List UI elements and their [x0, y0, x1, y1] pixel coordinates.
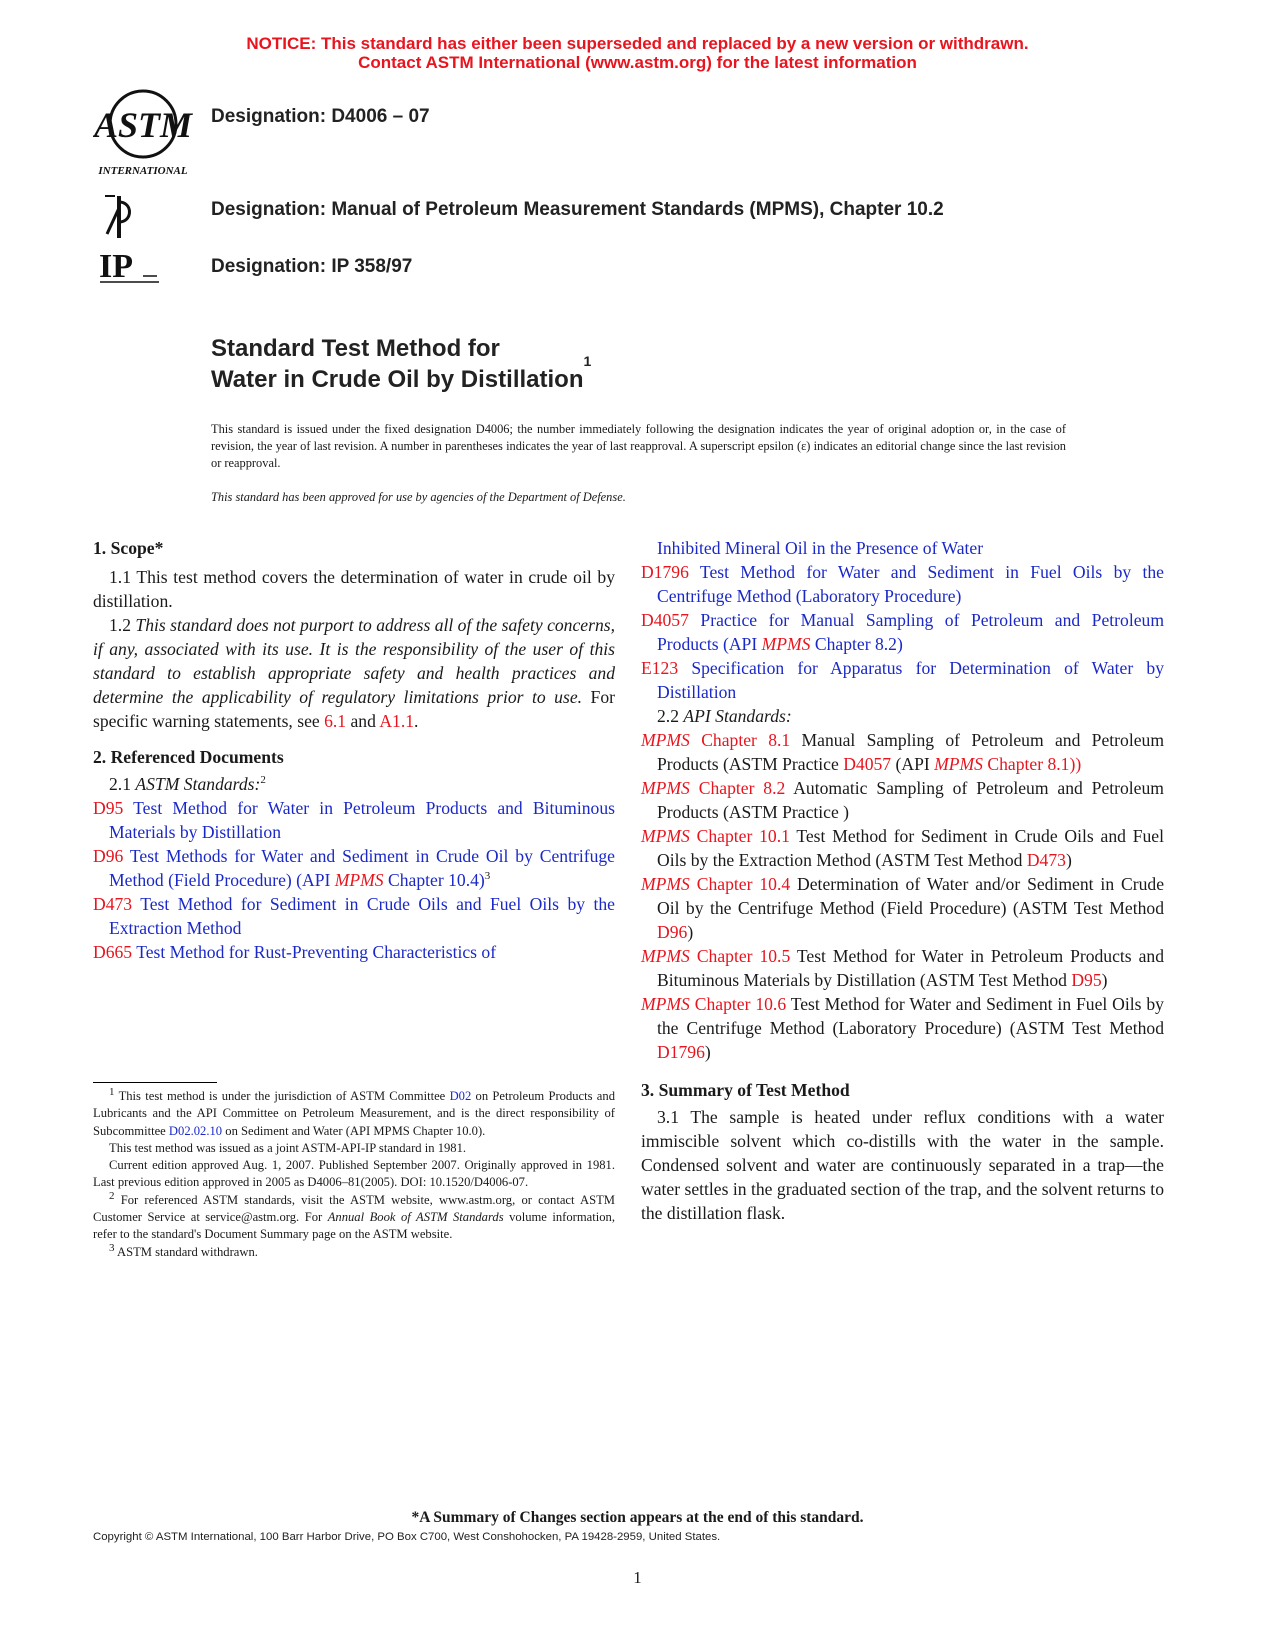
astm-logo-text: ASTM	[93, 105, 193, 145]
scope-1-2-tail: For specific warning statements, see	[93, 687, 615, 731]
fn3-text: ASTM standard withdrawn.	[116, 1244, 258, 1259]
mpms-10-4-label: MPMS	[641, 874, 690, 894]
footnotes	[93, 1085, 616, 1261]
api-standards-number: 2.2	[657, 706, 679, 726]
ref-d4057	[641, 608, 1164, 656]
summary-of-changes-note: *A Summary of Changes section appears at the end of this standard.	[411, 1509, 864, 1526]
document-title	[211, 333, 591, 395]
ref-d665	[93, 940, 615, 964]
mpms-8-1-chapter2: Chapter 8.1))	[987, 754, 1082, 774]
ref-mpms-10-4	[641, 872, 1164, 944]
mpms-10-1-label: MPMS	[641, 826, 690, 846]
scope-period: .	[414, 711, 419, 731]
api-logo-text: API	[101, 194, 103, 195]
superseded-notice	[0, 34, 1275, 72]
mpms-8-2-label: MPMS	[641, 778, 690, 798]
d4057-mpms: MPMS	[761, 634, 811, 654]
mpms-8-2-text: Automatic Sampling of Petroleum and Petroleum Products (ASTM Practice )	[657, 778, 1164, 822]
refdocs-heading: 2. Referenced Documents	[93, 747, 284, 767]
link-mpms-10-1-d473[interactable]: D473	[1026, 850, 1066, 870]
fn1-text-3: on Sediment and Water (API MPMS Chapter 10.0).	[225, 1123, 486, 1138]
astm-standards-text: ASTM Standards:	[135, 774, 261, 794]
api-logo	[101, 194, 137, 240]
link-mpms-10-1[interactable]: Chapter 10.1	[696, 826, 790, 846]
dod-approval-note: This standard has been approved for use by agencies of the Department of Defense.	[211, 490, 626, 504]
ref-d1796	[641, 560, 1164, 608]
title-footnote-mark: 1	[583, 353, 592, 369]
notice-line-1: NOTICE: This standard has either been superseded and replaced by a new version or withdrawn.	[246, 34, 1029, 53]
d4057-api: (API	[722, 634, 758, 654]
fn2-italic: Annual Book of ASTM Standards	[327, 1210, 504, 1225]
link-d4057[interactable]: D4057	[641, 610, 689, 630]
link-e123[interactable]: E123	[641, 658, 679, 678]
mpms-10-1-text: Test Method for Sediment in Crude Oils and Fuel Oils by the Extraction Method (ASTM Test Method	[657, 826, 1164, 870]
ip-logo	[97, 246, 163, 286]
mpms-10-5-label: MPMS	[641, 946, 690, 966]
designation-astm: Designation: D4006 – 07	[211, 106, 430, 127]
d96-sup: 3	[484, 870, 491, 883]
ref-d95	[93, 796, 615, 844]
link-d473[interactable]: D473	[93, 894, 133, 914]
notice-line-2: Contact ASTM International (www.astm.org) for the latest information	[358, 53, 917, 72]
link-mpms-10-4-d96[interactable]: D96	[657, 922, 688, 942]
copyright: Copyright © ASTM International, 100 Barr Harbor Drive, PO Box C700, West Conshohocken, PA 19428-2959, United States.	[93, 1531, 721, 1543]
link-d96-title[interactable]: Test Methods for Water and Sediment in Crude Oil by Centrifuge Method (Field Procedure) (API	[109, 846, 615, 890]
mpms-10-4-close: )	[687, 922, 694, 942]
d4057-chapter: Chapter 8.2)	[814, 634, 903, 654]
title-line-2: Water in Crude Oil by Distillation	[211, 366, 584, 393]
api-standards-text: API Standards:	[683, 706, 792, 726]
ref-mpms-10-1	[641, 824, 1164, 872]
mpms-10-6-label: MPMS	[641, 994, 690, 1014]
link-d02-02-10[interactable]: D02.02.10	[168, 1123, 223, 1138]
summary-3-1: 3.1 The sample is heated under reflux conditions with a water immiscible solvent which co-distills with the water in the sample. Condensed solvent and water are continuously separated in a trap—the water settles in the graduated section of the trap, and the solvent returns to the distillation flask.	[641, 1107, 1164, 1223]
astm-standards-number: 2.1	[109, 774, 131, 794]
ref-mpms-10-5	[641, 944, 1164, 992]
fn2-text-2: volume information, refer to the standard's Document Summary page on the ASTM website.	[93, 1210, 615, 1242]
fn1-text-2: on Petroleum Products and Lubricants and the API Committee on Petroleum Measurement, and is the direct responsibility of Subcommittee	[93, 1089, 615, 1138]
ref-mpms-8-1	[641, 728, 1164, 776]
api-standards-label	[641, 704, 1164, 728]
mpms-10-6-close: )	[704, 1042, 711, 1062]
link-6-1[interactable]: 6.1	[324, 711, 347, 731]
link-d665-title[interactable]: Test Method for Rust-Preventing Characteristics of	[136, 942, 497, 962]
link-mpms-10-6[interactable]: Chapter 10.6	[694, 994, 787, 1014]
scope-heading: 1. Scope*	[93, 538, 164, 558]
link-mpms-10-5-d95[interactable]: D95	[1071, 970, 1102, 990]
mpms-8-1-api: (API	[895, 754, 930, 774]
ref-d96	[93, 844, 615, 892]
astm-standards-label	[93, 772, 615, 796]
astm-logo	[93, 86, 193, 178]
footnote-1-issued: This test method was issued as a joint ASTM-API-IP standard in 1981.	[109, 1140, 467, 1155]
mpms-10-5-close: )	[1101, 970, 1108, 990]
link-mpms-8-1-d4057[interactable]: D4057	[843, 754, 892, 774]
footnote-rule	[93, 1082, 217, 1083]
scope-1-1: 1.1 This test method covers the determination of water in crude oil by distillation.	[93, 567, 615, 611]
d96-chapter: Chapter 10.4)	[388, 870, 485, 890]
mpms-8-1-label: MPMS	[641, 730, 690, 750]
page-number: 1	[633, 1568, 642, 1587]
ip-logo-text: IP	[99, 248, 133, 285]
link-d665-title-cont[interactable]: Inhibited Mineral Oil in the Presence of Water	[657, 538, 984, 558]
scope-1-2	[93, 613, 615, 733]
link-d95-title[interactable]: Test Method for Water in Petroleum Products and Bituminous Materials by Distillation	[109, 798, 615, 842]
link-mpms-8-2[interactable]: Chapter 8.2	[698, 778, 786, 798]
fn2-mark: 2	[109, 1189, 115, 1202]
link-d665[interactable]: D665	[93, 942, 133, 962]
scope-1-2-caveat: This standard does not purport to address all of the safety concerns, if any, associated with its use. It is the responsibility of the user of this standard to establish appropriate safety and health practices and determine the applicability of regulatory limitations prior to use.	[93, 615, 615, 707]
link-d1796-title[interactable]: Test Method for Water and Sediment in Fuel Oils by the Centrifuge Method (Laboratory Procedure)	[657, 562, 1164, 606]
astm-logo-subtitle: INTERNATIONAL	[98, 165, 188, 177]
link-mpms-10-6-d1796[interactable]: D1796	[657, 1042, 705, 1062]
mpms-8-1-mpms: MPMS	[934, 754, 983, 774]
ref-d665-cont	[641, 536, 1164, 560]
astm-standards-sup: 2	[260, 774, 266, 787]
footnote-1-edition: Current edition approved Aug. 1, 2007. Published September 2007. Originally approved in 1981. Last previous edition approved in 2005 as D4006–81(2005). DOI: 10.1520/D4006-07.	[93, 1158, 615, 1190]
link-d473-title[interactable]: Test Method for Sediment in Crude Oils and Fuel Oils by the Extraction Method	[109, 894, 615, 938]
issuance-note: This standard is issued under the fixed designation D4006; the number immediately following the designation indicates the year of original adoption or, in the case of revision, the year of last revision. A number in parentheses indicates the year of last reapproval. A superscript epsilon (ε) indicates an editorial change since the last revision or reapproval.	[211, 422, 1066, 470]
d96-mpms: MPMS	[334, 870, 384, 890]
link-mpms-10-4[interactable]: Chapter 10.4	[696, 874, 791, 894]
link-d95[interactable]: D95	[93, 798, 124, 818]
mpms-8-1-text: Manual Sampling of Petroleum and Petroleum Products (ASTM Practice	[657, 730, 1165, 774]
link-d96[interactable]: D96	[93, 846, 124, 866]
ref-e123	[641, 656, 1164, 704]
right-column	[641, 536, 1164, 1225]
ref-d473	[93, 892, 615, 940]
link-e123-title[interactable]: Specification for Apparatus for Determination of Water by Distillation	[657, 658, 1164, 702]
mpms-10-6-text: Test Method for Water and Sediment in Fuel Oils by the Centrifuge Method (Laboratory Procedure) (ASTM Test Method	[657, 994, 1164, 1038]
link-d4057-title[interactable]: Practice for Manual Sampling of Petroleum and Petroleum Products	[657, 610, 1164, 654]
ref-mpms-8-2	[641, 776, 1164, 824]
link-a1-1[interactable]: A1.1	[379, 711, 415, 731]
designation-ip: Designation: IP 358/97	[211, 256, 413, 277]
fn1-text-1: This test method is under the jurisdiction of ASTM Committee	[118, 1089, 446, 1103]
fn2-text-1: For referenced ASTM standards, visit the ASTM website, www.astm.org, or contact ASTM Customer Service at service@astm.org. For	[93, 1192, 616, 1225]
footnote-2	[93, 1189, 616, 1244]
fn1-mark: 1	[109, 1085, 115, 1098]
left-column	[93, 536, 615, 964]
link-d02[interactable]: D02	[449, 1089, 472, 1103]
footnote-1	[93, 1085, 615, 1140]
link-mpms-8-1[interactable]: Chapter 8.1	[701, 730, 791, 750]
designation-api: Designation: Manual of Petroleum Measurement Standards (MPMS), Chapter 10.2	[211, 199, 944, 220]
title-line-1: Standard Test Method for	[211, 335, 500, 362]
footnote-3	[93, 1241, 615, 1261]
link-d1796[interactable]: D1796	[641, 562, 689, 582]
ref-mpms-10-6	[641, 992, 1164, 1064]
scope-and: and	[350, 711, 376, 731]
fn3-mark: 3	[109, 1241, 115, 1254]
mpms-10-5-text: Test Method for Water in Petroleum Products and Bituminous Materials by Distillation (ASTM Test Method	[657, 946, 1164, 990]
mpms-10-1-close: )	[1065, 850, 1072, 870]
mpms-10-4-text: Determination of Water and/or Sediment in Crude Oil by the Centrifuge Method (Field Procedure) (ASTM Test Method	[657, 874, 1164, 918]
scope-1-2-number: 1.2	[109, 615, 131, 635]
link-mpms-10-5[interactable]: Chapter 10.5	[696, 946, 791, 966]
summary-heading: 3. Summary of Test Method	[641, 1080, 850, 1100]
